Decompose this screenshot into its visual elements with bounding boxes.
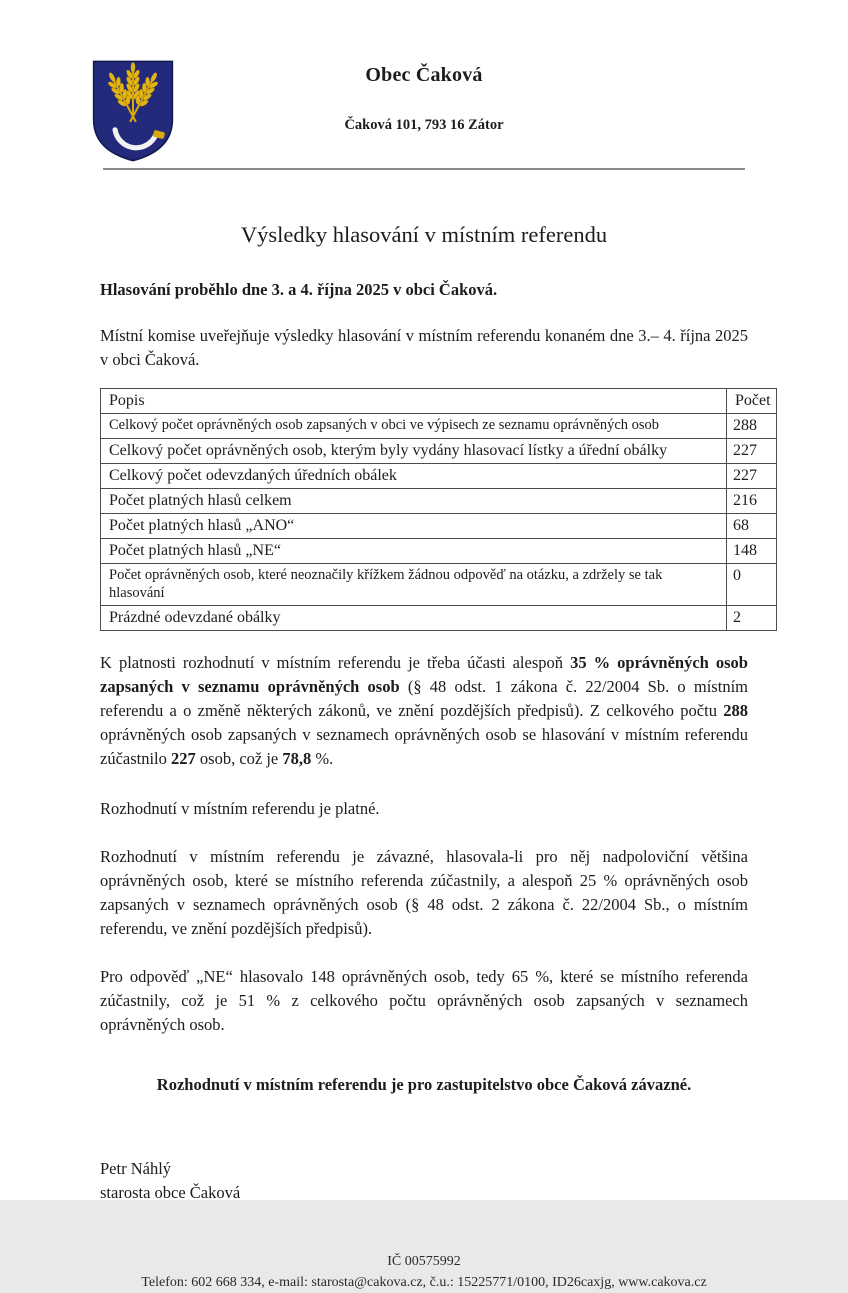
page-footer (0, 1251, 848, 1293)
table-header-row (101, 389, 777, 414)
footer-ic: IČ 00575992 (387, 1254, 461, 1269)
row-description: Počet platných hlasů „ANO“ (101, 514, 727, 539)
text-run-bold: 35 % oprávněných osob zapsaných v seznamu oprávněných osob (100, 653, 748, 696)
row-count: 216 (727, 489, 777, 514)
voting-date-line: Hlasování proběhlo dne 3. a 4. října 2025 v obci Čaková. (100, 280, 498, 299)
row-description: Celkový počet oprávněných osob zapsaných v obci ve výpisech ze seznamu oprávněných osob (101, 414, 727, 439)
conclusion-statement: Rozhodnutí v místním referendu je pro zastupitelstvo obce Čaková závazné. (156, 1075, 692, 1094)
intro-paragraph: Místní komise uveřejňuje výsledky hlasování v místním referendu konaném dne 3.– 4. října 2025 v obci Čaková. (100, 326, 748, 369)
text-run: (§ 48 odst. 1 zákona č. 22/2004 Sb. o místním referendu a o změně některých zákonů, ve znění pozdějších předpisů). Z celkového počtu (100, 677, 748, 720)
text-run: %. (311, 749, 334, 768)
row-count: 68 (727, 514, 777, 539)
footer-contact: Telefon: 602 668 334, e-mail: starosta@cakova.cz, č.u.: 15225771/0100, ID26caxjg, www.cakova.cz (141, 1275, 707, 1290)
table-row (101, 489, 777, 514)
signature-block (100, 1157, 748, 1205)
row-description: Počet platných hlasů celkem (101, 489, 727, 514)
org-name: Obec Čaková (365, 64, 483, 86)
letterhead (0, 0, 848, 134)
text-run-bold: 227 (171, 749, 196, 768)
table-row (101, 464, 777, 489)
row-description: Počet platných hlasů „NE“ (101, 539, 727, 564)
row-count: 0 (727, 564, 777, 606)
org-address: Čaková 101, 793 16 Zátor (344, 117, 504, 133)
row-description: Celkový počet oprávněných osob, kterým byly vydány hlasovací lístky a úřední obálky (101, 439, 727, 464)
coat-of-arms-icon (90, 58, 176, 166)
text-run-bold: 288 (723, 701, 748, 720)
text-run: oprávněných osob zapsaných v seznamech oprávněných osob se hlasování v místním referendu zúčastnilo (100, 725, 748, 768)
table-row (101, 606, 777, 631)
row-count: 148 (727, 539, 777, 564)
table-row (101, 514, 777, 539)
table-row (101, 414, 777, 439)
signer-name: Petr Náhlý (100, 1159, 172, 1178)
row-description: Prázdné odevzdané obálky (101, 606, 727, 631)
document-body (0, 222, 848, 1205)
header-divider (103, 168, 745, 170)
text-run: osob, což je (195, 749, 283, 768)
table-row (101, 539, 777, 564)
binding-rule-paragraph: Rozhodnutí v místním referendu je závazné, hlasovala-li pro něj nadpoloviční většina oprávněných osob, které se místního referenda zúčastnily, a alespoň 25 % oprávněných osob zapsaných v seznamech oprávněných osob (§ 48 odst. 2 zákona č. 22/2004 Sb., o místním referendu, ve znění pozdějších předpisů). (100, 847, 748, 938)
row-count: 2 (727, 606, 777, 631)
results-table (100, 388, 777, 631)
row-count: 227 (727, 439, 777, 464)
column-header-popis: Popis (101, 389, 727, 414)
row-count: 227 (727, 464, 777, 489)
ne-result-paragraph: Pro odpověď „NE“ hlasovalo 148 oprávněných osob, tedy 65 %, které se místního referenda zúčastnily, což je 51 % z celkového počtu oprávněných osob zapsaných v seznamech oprávněných osob. (100, 967, 748, 1034)
table-row (101, 564, 777, 606)
row-description: Počet oprávněných osob, které neoznačily křížkem žádnou odpověď na otázku, a zdržely se tak hlasování (101, 564, 727, 606)
signer-role: starosta obce Čaková (100, 1183, 241, 1202)
text-run: K platnosti rozhodnutí v místním referendu je třeba účasti alespoň (100, 653, 571, 672)
column-header-pocet: Počet (727, 389, 777, 414)
validity-paragraph (100, 651, 748, 771)
valid-statement: Rozhodnutí v místním referendu je platné. (100, 799, 380, 818)
document-title: Výsledky hlasování v místním referendu (240, 222, 608, 247)
text-run-bold: 78,8 (282, 749, 312, 768)
row-description: Celkový počet odevzdaných úředních obálek (101, 464, 727, 489)
row-count: 288 (727, 414, 777, 439)
table-row (101, 439, 777, 464)
